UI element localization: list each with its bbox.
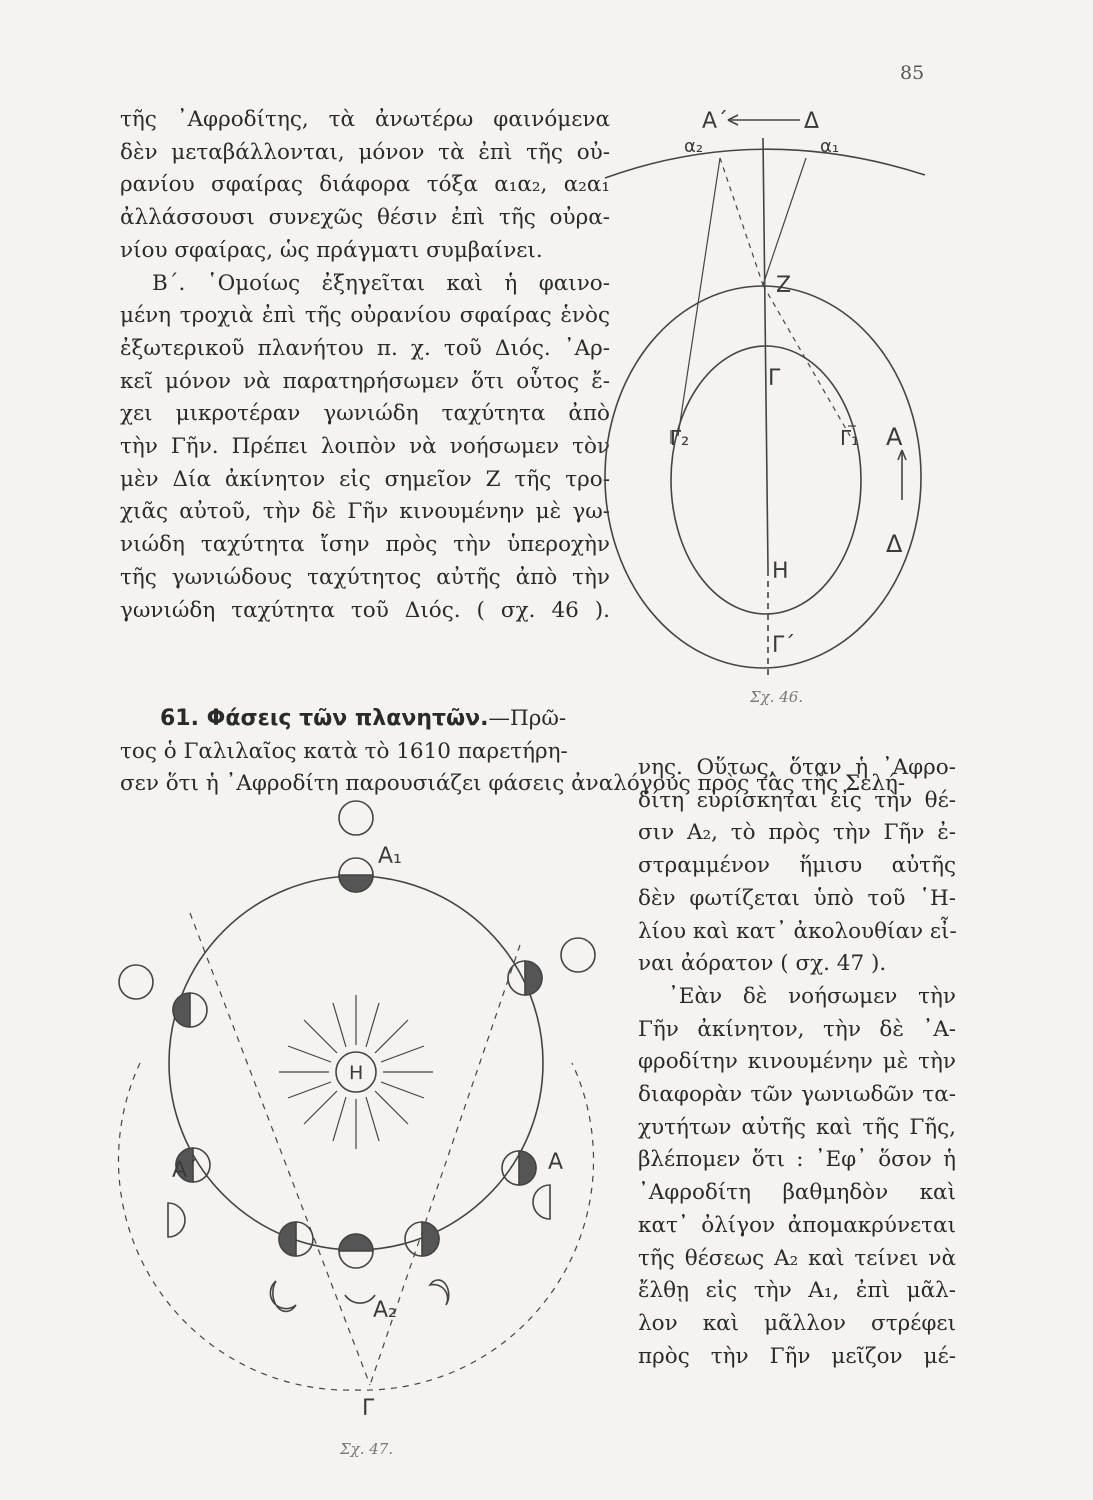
label-delta-top: Δ xyxy=(804,109,820,134)
text-line: κατ᾿ ὀλίγον ἀπομακρύνεται xyxy=(638,1212,956,1238)
label-h: Η xyxy=(349,1062,364,1084)
label-a-prime: Α΄ xyxy=(172,1158,199,1183)
label-alpha2: α₂ xyxy=(684,136,704,157)
figure-47-caption: Σχ. 47. xyxy=(340,1440,394,1458)
text-line: Γῆν ἀκίνητον, τὴν δὲ ᾿Α- xyxy=(638,1016,956,1042)
text-line: δὲν μεταβάλλονται, μόνον τὰ ἐπὶ τῆς οὐ- xyxy=(120,139,610,165)
sight-line-left xyxy=(190,913,370,1385)
text-line: νης. Οὕτως, ὅταν ἡ ᾿Αφρο- xyxy=(638,755,956,780)
figure-47-diagram xyxy=(100,795,600,1435)
text-line: ἔλθῃ εἰς τὴν Α₁, ἐπὶ μᾶλ- xyxy=(638,1278,956,1304)
label-z: Ζ xyxy=(776,273,792,298)
label-alpha1: α₁ xyxy=(820,136,840,157)
text-line: ἀλλάσσουσι συνεχῶς θέσιν ἐπὶ τῆς οὐρα- xyxy=(120,205,610,231)
label-a: Α xyxy=(548,1150,564,1175)
text-line: τὴν Γῆν. Πρέπει λοιπὸν νὰ νοήσωμεν τὸν xyxy=(120,434,610,460)
figure-47 xyxy=(100,795,600,1435)
section-title: 61. Φάσεις τῶν πλανητῶν. xyxy=(160,706,489,731)
label-a: Α xyxy=(886,423,903,451)
text-line: βλέπομεν ὅτι : ᾿Εφ᾿ ὅσον ἡ xyxy=(638,1147,956,1173)
label-gamma1: Γ₁ xyxy=(840,426,860,450)
label-a2: Α₂ xyxy=(373,1298,397,1323)
text-line: φροδίτην κινουμένην μὲ τὴν xyxy=(638,1049,956,1075)
label-a-prime: Α΄ xyxy=(702,109,729,134)
text-line: τῆς θέσεως Α₂ καὶ τείνει νὰ xyxy=(638,1245,956,1271)
text-line: σεν ὅτι ἡ ᾿Αφροδίτη παρουσιάζει φάσεις ἀναλόγους πρὸς τὰς τῆς Σελή- xyxy=(120,771,906,797)
figure-46-diagram xyxy=(600,100,960,700)
text-line: νίου σφαίρας, ὡς πράγματι συμβαίνει. xyxy=(120,237,543,263)
text-line: σιν Α₂, τὸ πρὸς τὴν Γῆν ἐ- xyxy=(638,820,956,846)
text-line: χιᾶς αὐτοῦ, τὴν δὲ Γῆν κινουμένην μὲ γω- xyxy=(120,499,610,525)
section-heading-line xyxy=(120,703,610,736)
label-delta: Δ xyxy=(886,530,903,558)
label-gamma2: Γ₂ xyxy=(670,426,690,450)
text-line: ρανίου σφαίρας διάφορα τόξα α₁α₂, α₂α₁ xyxy=(120,172,610,198)
text-line: λίου καὶ κατ᾿ ἀκολουθίαν εἶ- xyxy=(638,918,957,944)
text-line: ἐξωτερικοῦ πλανήτου π. χ. τοῦ Διός. ᾿Αρ- xyxy=(120,335,610,361)
text-line: κεῖ μόνον νὰ παρατηρήσωμεν ὅτι οὗτος ἔ- xyxy=(120,368,610,394)
axis-line xyxy=(763,138,768,570)
text-line: πρὸς τὴν Γῆν μεῖζον μέ- xyxy=(638,1343,956,1369)
text-line: μένη τροχιὰ ἐπὶ τῆς οὐρανίου σφαίρας ἑνὸς xyxy=(120,303,610,329)
earth-position-marks xyxy=(671,426,856,444)
text-line: ᾿Εὰν δὲ νοήσωμεν τὴν xyxy=(668,983,956,1009)
label-h: Η xyxy=(772,559,789,584)
text-line: γωνιώδη ταχύτητα τοῦ Διός. ( σχ. 46 ). xyxy=(120,597,610,623)
text-line: ᾿Αφροδίτη βαθμηδὸν καὶ xyxy=(638,1180,956,1206)
text-line: νιώδη ταχύτητα ἴσην πρὸς τὴν ὑπεροχὴν xyxy=(120,532,610,558)
text-line: τῆς ᾿Αφροδίτης, τὰ ἀνωτέρω φαινόμενα xyxy=(120,107,610,132)
label-gamma: Γ xyxy=(362,1396,375,1421)
left-text-column xyxy=(120,104,610,627)
text-line: τος ὁ Γαλιλαῖος κατὰ τὸ 1610 παρετήρη- xyxy=(120,738,568,764)
section-heading-continuation: —Πρῶ- xyxy=(488,706,567,731)
text-line: λον καὶ μᾶλλον στρέφει xyxy=(638,1310,956,1336)
sight-line-left-dashed xyxy=(720,158,763,285)
text-line: χει μικροτέραν γωνιώδη ταχύτητα ἀπὸ xyxy=(120,401,610,427)
sight-line-right xyxy=(763,158,806,285)
text-line: στραμμένον ἥμισυ αὐτῆς xyxy=(638,853,956,879)
text-line: δίτη εὑρίσκηται εἰς τὴν θέ- xyxy=(638,787,956,813)
text-line: διαφορὰν τῶν γωνιωδῶν τα- xyxy=(638,1082,956,1108)
sight-line-left xyxy=(678,158,720,436)
figure-46 xyxy=(600,100,960,700)
celestial-sphere-arc xyxy=(605,149,925,178)
page-number: 85 xyxy=(900,62,925,84)
label-gamma: Γ xyxy=(768,366,781,391)
text-line: τῆς γωνιώδους ταχύτητος αὐτῆς ἀπὸ τὴν xyxy=(120,564,610,590)
jupiter-orbit xyxy=(605,286,921,668)
text-line: μὲν Δία ἀκίνητον εἰς σημεῖον Ζ τῆς τρο- xyxy=(120,466,610,492)
text-line: ναι ἀόρατον ( σχ. 47 ). xyxy=(638,951,887,977)
label-gamma-prime: Γ΄ xyxy=(772,633,796,658)
label-a1: Α₁ xyxy=(378,844,402,869)
figure-46-caption: Σχ. 46. xyxy=(750,688,804,706)
text-line: Β΄. ῾Ομοίως ἐξηγεῖται καὶ ἡ φαινο- xyxy=(152,270,610,296)
text-line: δὲν φωτίζεται ὑπὸ τοῦ ῾Η- xyxy=(638,885,956,911)
right-text-column xyxy=(638,752,956,1373)
text-line: χυτήτων αὐτῆς καὶ τῆς Γῆς, xyxy=(638,1114,956,1140)
